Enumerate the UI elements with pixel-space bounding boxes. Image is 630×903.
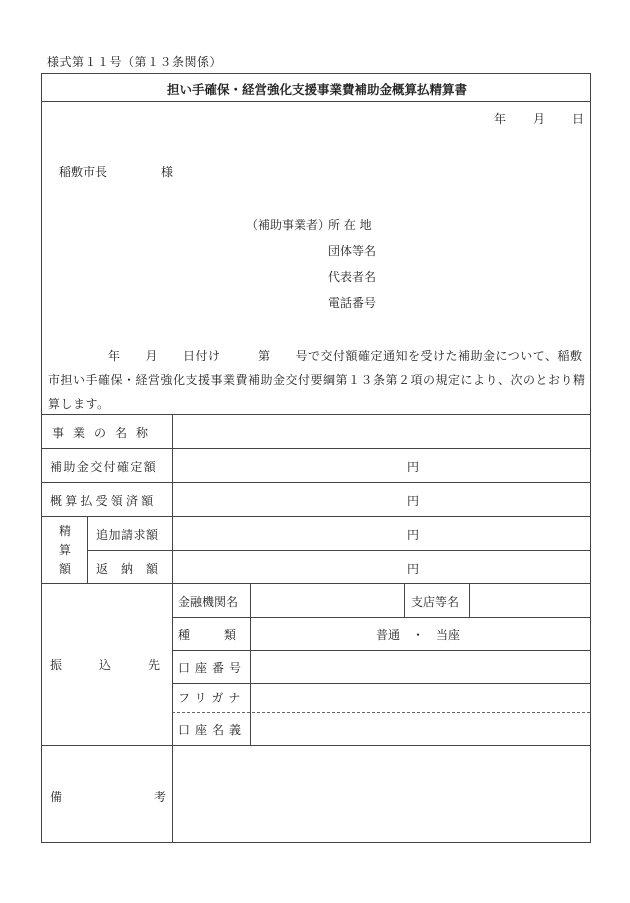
account-type-label: 種類 bbox=[178, 628, 271, 642]
applicant-role: （補助事業者） bbox=[246, 218, 331, 232]
furigana-label: フリガナ bbox=[178, 691, 246, 705]
date-day: 日 bbox=[572, 112, 585, 126]
account-holder-label: 口座名義 bbox=[178, 723, 247, 737]
divider bbox=[42, 482, 590, 483]
account-type-value: 普通 ・ 当座 bbox=[376, 628, 461, 642]
divider bbox=[42, 414, 590, 415]
settlement-label: 精算額 bbox=[58, 524, 71, 576]
additional-claim-yen: 円 bbox=[407, 528, 420, 542]
document-title: 担い手確保・経営強化支援事業費補助金概算払精算書 bbox=[166, 82, 467, 97]
body-text-line2: 市担い手確保・経営強化支援事業費補助金交付要綱第１３条第２項の規定により、次のとおり精 bbox=[48, 373, 586, 387]
divider bbox=[42, 448, 590, 449]
applicant-org-label: 団体等名 bbox=[328, 244, 377, 258]
divider bbox=[42, 516, 590, 517]
body-text-line1: 年 月 日付け 第 号で交付額確定通知を受けた補助金について、稲敷 bbox=[108, 349, 583, 363]
addressee-honorific: 様 bbox=[161, 165, 174, 179]
remarks-label: 備考 bbox=[50, 790, 259, 804]
divider bbox=[172, 617, 590, 618]
divider bbox=[87, 550, 590, 551]
grant-confirmed-yen: 円 bbox=[407, 460, 420, 474]
form-number-label: 様式第１１号（第１３条関係） bbox=[47, 55, 223, 69]
divider bbox=[42, 101, 590, 102]
form-frame bbox=[41, 73, 591, 843]
body-text-line3: 算します。 bbox=[48, 397, 110, 411]
divider bbox=[42, 583, 590, 584]
refund-label: 返納額 bbox=[96, 562, 172, 576]
column-divider bbox=[250, 583, 251, 745]
date-year: 年 bbox=[494, 112, 507, 126]
addressee-name: 稲敷市長 bbox=[59, 165, 108, 179]
applicant-phone-label: 電話番号 bbox=[328, 296, 377, 310]
divider bbox=[42, 745, 590, 746]
divider bbox=[172, 683, 590, 684]
column-divider bbox=[469, 583, 470, 617]
applicant-address-label: 所 在 地 bbox=[328, 218, 372, 232]
divider bbox=[172, 650, 590, 651]
bank-name-label: 金融機関名 bbox=[178, 595, 239, 609]
column-divider bbox=[87, 516, 88, 583]
account-number-label: 口座番号 bbox=[178, 661, 247, 675]
date-month: 月 bbox=[533, 112, 546, 126]
project-name-label: 事業の名称 bbox=[52, 426, 158, 440]
dashed-divider bbox=[172, 712, 590, 713]
grant-confirmed-label: 補助金交付確定額 bbox=[50, 460, 158, 474]
column-divider bbox=[404, 583, 405, 617]
branch-name-label: 支店等名 bbox=[411, 595, 460, 609]
advance-received-yen: 円 bbox=[407, 494, 420, 508]
additional-claim-label: 追加請求額 bbox=[96, 528, 159, 542]
refund-yen: 円 bbox=[407, 562, 420, 576]
applicant-representative-label: 代表者名 bbox=[328, 270, 377, 284]
column-divider bbox=[172, 414, 173, 843]
transfer-destination-label: 振込先 bbox=[50, 658, 198, 672]
advance-received-label: 概算払受領済額 bbox=[50, 494, 157, 508]
